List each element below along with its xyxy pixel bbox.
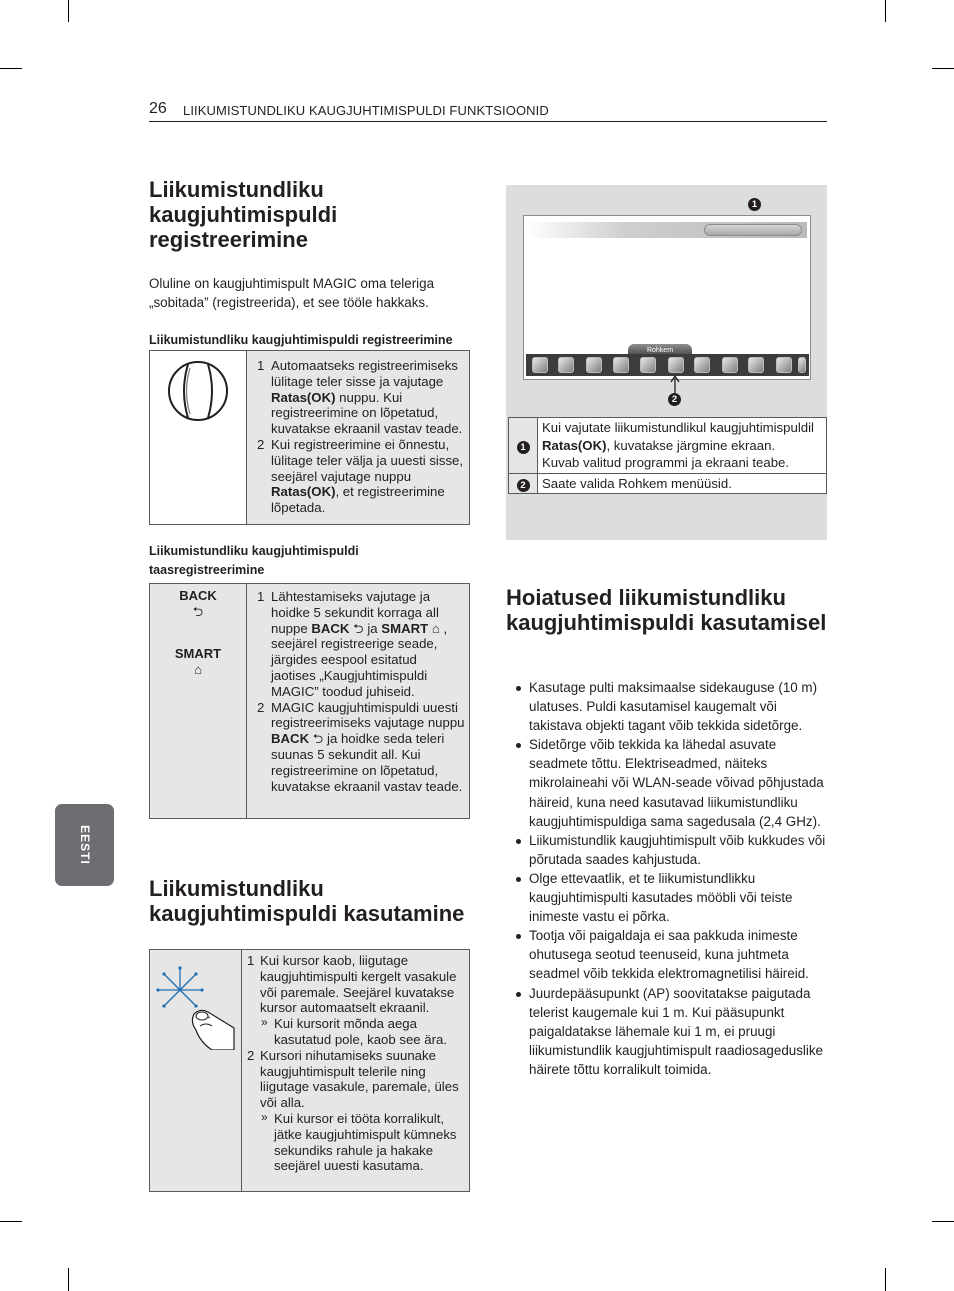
chapter-title: LIIKUMISTUNDLIKU KAUGJUHTIMISPULDI FUNKTSIOONID [183, 103, 549, 118]
crop-mark [885, 1268, 886, 1291]
crop-mark [932, 1221, 954, 1222]
registration-intro: Oluline on kaugjuhtimispult MAGIC oma teleriga „sobitada” (registreerida), et see tööle hakkaks. [149, 276, 435, 310]
smart-button-label: SMART [174, 646, 222, 661]
page-number: 26 [149, 100, 167, 117]
back-button-label: BACK [179, 588, 217, 603]
registration-steps-cell [247, 351, 470, 525]
language-tab: EESTI [55, 804, 114, 886]
page-header [149, 100, 827, 122]
home-icon: ⌂ [194, 662, 202, 677]
warning-item: Juurdepääsupunkt (AP) soovitatakse paigutada telerist kaugemale kui 1 m. Kui pääsupunkt paigaldatakse lähemale kui 1 m, ei pruugi liikumistundlik kaugjuhtimispult raadiosageduslike häirete tõttu korralikult toimida. [512, 984, 830, 1079]
reregistration-step-1: 1 Lähtestamiseks vajutage ja hoidke 5 sekundit korraga all nuppe BACK ⮌ ja SMART ⌂ , seejärel registreerige seade, järgides eespool esitatud jaotises „Kaugjuhtimispuldi MAGIC” toodud juhiseid. [257, 589, 448, 699]
menu-app-icon [613, 357, 629, 373]
callout-marker-1: 1 [748, 198, 761, 211]
back-icon: ⮌ [192, 604, 204, 619]
menu-app-icon [586, 357, 602, 373]
tv-screen-illustration [523, 215, 811, 380]
more-tab: Rohkem [628, 344, 692, 358]
warning-item: Kasutage pulti maksimaalse sidekauguse (10 m) ulatuses. Puldi kasutamisel kaugemalt või takistava objekti tagant võib tekkida sidetõrge. [512, 678, 830, 735]
usage-step-1: 1 Kui kursor kaob, liigutage kaugjuhtimispulti kergelt vasakule või paremale. Seejärel kuvatakse kursor automaatselt ekraanil. » Kui kursorit mõnda aega kasutatud pole, kaob see ära. [247, 953, 465, 1048]
callout-row-2-text: Saate valida Rohkem menüüsid. [538, 473, 827, 494]
usage-table [149, 949, 470, 1192]
usage-step-2-note: » Kui kursor ei tööta korralikult, jätke kaugjuhtimispult kümneks sekundiks rahule ja hakake seejärel uuesti kasutama. [260, 1111, 465, 1174]
reregistration-table [149, 583, 470, 819]
callout-table [508, 417, 827, 494]
usage-title: Liikumistundliku kaugjuhtimispuldi kasutamine [149, 876, 465, 926]
wheel-illustration-cell [150, 351, 247, 525]
warning-item: Olge ettevaatlik, et te liikumistundlikku kaugjuhtimispulti kasutades mööbli või teiste inimeste vastu ei põrka. [512, 869, 830, 926]
menu-app-icon [798, 357, 806, 373]
back-icon: ⮌ [353, 620, 364, 636]
callout-marker-1: 1 [517, 441, 530, 454]
warnings-title: Hoiatused liikumistundliku kaugjuhtimispuldi kasutamisel [506, 585, 827, 635]
crop-mark [885, 0, 886, 22]
usage-step-1-note: » Kui kursorit mõnda aega kasutatud pole, kaob see ära. [260, 1016, 465, 1048]
warning-item: Liikumistundlik kaugjuhtimispult võib kukkudes või põrutada saades kahjustuda. [512, 831, 830, 869]
menu-app-icon [776, 357, 792, 373]
callout-marker-2: 2 [517, 479, 530, 492]
info-pill [704, 224, 802, 236]
arrow-up-icon [670, 375, 680, 395]
registration-title: Liikumistundliku kaugjuhtimispuldi registreerimine [149, 177, 338, 252]
menu-app-icon [558, 357, 574, 373]
back-icon: ⮌ [312, 731, 324, 747]
crop-mark [0, 1221, 22, 1222]
crop-mark [932, 68, 954, 69]
screen-panel [506, 185, 827, 540]
buttons-cell [150, 584, 247, 819]
callout-row-2 [509, 473, 827, 494]
hand-illustration-cell [150, 950, 242, 1192]
menu-app-icon [694, 357, 710, 373]
callout-row-1 [509, 418, 827, 474]
menu-strip [526, 354, 809, 376]
menu-app-icon [722, 357, 738, 373]
menu-app-icon [748, 357, 764, 373]
registration-step-2: 2 Kui registreerimine ei õnnestu, lülitage teler välja ja uuesti sisse, seejärel vajutage nuppu Ratas(OK), et registreerimine lõpetada. [257, 436, 464, 516]
home-icon: ⌂ [431, 620, 440, 636]
warning-item: Sidetõrge võib tekkida ka lähedal asuvate seadmete tõttu. Elektriseadmed, näiteks mikrolaineahi või WLAN-seade võivad põhjustada häireid, kuna need kasutavad liikumistundliku kaugjuhtimispuldiga sama sagedusala (2,4 GHz). [512, 735, 830, 830]
menu-app-icon [532, 357, 548, 373]
warnings-list [512, 678, 830, 1079]
menu-app-icon [668, 357, 684, 373]
reregistration-step-2: 2 MAGIC kaugjuhtimispuldi uuesti registreerimiseks vajutage nuppu BACK ⮌ ja hoidke seda teleri suunas 5 sekundit all. Kui registreerimine on lõpetatud, kuvatakse ekraanil vastav teade. [257, 699, 465, 794]
usage-steps-cell [242, 950, 470, 1192]
registration-table [149, 350, 470, 525]
reregistration-caption: Liikumistundliku kaugjuhtimispuldi taasregistreerimine [149, 544, 359, 577]
callout-marker-2: 2 [668, 393, 681, 406]
registration-table-caption: Liikumistundliku kaugjuhtimispuldi registreerimine [149, 333, 453, 347]
callout-row-1-text: Kui vajutate liikumistundlikul kaugjuhtimispuldil Ratas(OK), kuvatakse järgmine ekraan. Kuvab valitud programmi ja ekraani teabe. [538, 418, 827, 474]
hand-remote-icon [154, 964, 240, 1050]
info-bar [526, 222, 807, 238]
warning-item: Tootja või paigaldaja ei saa pakkuda inimeste ohutusega seotud teenuseid, kuna juhtmeta seadmel võib tekkida elektromagnetilisi häireid. [512, 926, 830, 983]
reregistration-steps-cell [247, 584, 470, 819]
crop-mark [68, 0, 69, 22]
remote-wheel-icon [166, 359, 230, 423]
usage-step-2: 2 Kursori nihutamiseks suunake kaugjuhtimispult telerile ning liigutage vasakule, paremale, üles või alla. » Kui kursor ei tööta korralikult, jätke kaugjuhtimispult kümneks sekundiks rahule ja hakake seejärel uuesti kasutama. [247, 1048, 465, 1174]
crop-mark [68, 1268, 69, 1291]
registration-step-1: 1 Automaatseks registreerimiseks lülitage teler sisse ja vajutage Ratas(OK) nuppu. Kui registreerimine on lõpetatud, kuvatakse ekraanil vastav teade. [257, 358, 463, 437]
crop-mark [0, 68, 22, 69]
menu-app-icon [640, 357, 656, 373]
